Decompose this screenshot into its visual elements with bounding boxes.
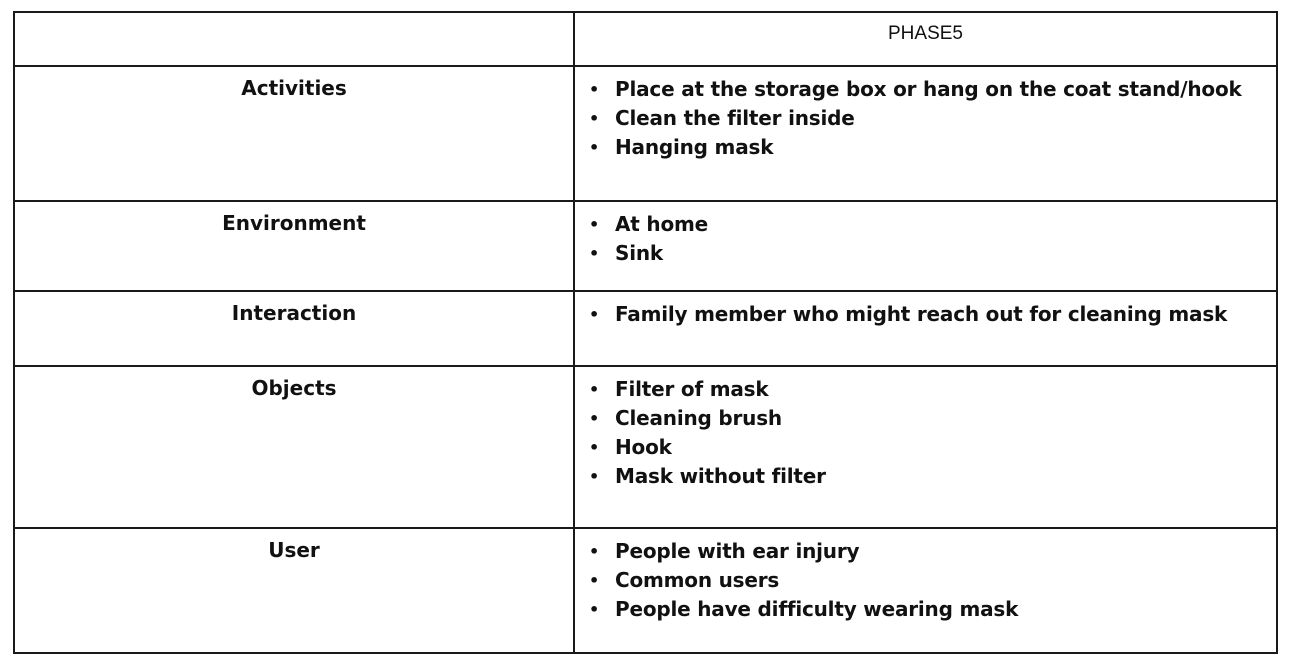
row-label-interaction: Interaction xyxy=(15,292,575,367)
list-item xyxy=(585,462,1268,491)
list-item xyxy=(585,537,1268,566)
list-item xyxy=(585,300,1268,329)
header-empty-cell xyxy=(15,13,575,67)
list-item xyxy=(585,239,1268,268)
bullet-icon: • xyxy=(589,380,600,399)
list-item xyxy=(585,133,1268,162)
row-values-objects xyxy=(575,367,1276,529)
row-values-interaction xyxy=(575,292,1276,367)
bullet-icon: • xyxy=(589,438,600,457)
bullet-icon: • xyxy=(589,571,600,590)
bullet-list xyxy=(585,75,1268,162)
bullet-icon: • xyxy=(589,600,600,619)
bullet-list xyxy=(585,210,1268,268)
row-values-activities xyxy=(575,67,1276,202)
list-item-text: At home xyxy=(615,212,708,236)
list-item xyxy=(585,375,1268,404)
bullet-icon: • xyxy=(589,109,600,128)
list-item xyxy=(585,75,1268,104)
list-item-text: Family member who might reach out for cleaning mask xyxy=(615,302,1228,326)
bullet-list xyxy=(585,300,1268,329)
list-item-text: People have difficulty wearing mask xyxy=(615,597,1019,621)
list-item-text: People with ear injury xyxy=(615,539,860,563)
list-item-text: Clean the filter inside xyxy=(615,106,855,130)
row-label-objects: Objects xyxy=(15,367,575,529)
list-item xyxy=(585,566,1268,595)
phase-table xyxy=(13,11,1278,654)
list-item-text: Sink xyxy=(615,241,663,265)
header-phase-cell: PHASE5 xyxy=(575,13,1276,67)
row-label-environment: Environment xyxy=(15,202,575,292)
bullet-icon: • xyxy=(589,80,600,99)
list-item-text: Filter of mask xyxy=(615,377,769,401)
bullet-icon: • xyxy=(589,542,600,561)
row-label-activities: Activities xyxy=(15,67,575,202)
list-item-text: Mask without filter xyxy=(615,464,826,488)
row-label-user: User xyxy=(15,529,575,652)
bullet-icon: • xyxy=(589,138,600,157)
bullet-list xyxy=(585,375,1268,491)
list-item xyxy=(585,595,1268,624)
list-item-text: Hook xyxy=(615,435,672,459)
list-item-text: Place at the storage box or hang on the coat stand/hook xyxy=(615,77,1242,101)
row-values-environment xyxy=(575,202,1276,292)
row-values-user xyxy=(575,529,1276,652)
bullet-icon: • xyxy=(589,467,600,486)
list-item xyxy=(585,433,1268,462)
list-item-text: Common users xyxy=(615,568,780,592)
list-item-text: Cleaning brush xyxy=(615,406,782,430)
list-item xyxy=(585,404,1268,433)
bullet-icon: • xyxy=(589,409,600,428)
list-item xyxy=(585,104,1268,133)
bullet-icon: • xyxy=(589,244,600,263)
bullet-icon: • xyxy=(589,215,600,234)
bullet-list xyxy=(585,537,1268,624)
list-item xyxy=(585,210,1268,239)
list-item-text: Hanging mask xyxy=(615,135,774,159)
bullet-icon: • xyxy=(589,305,600,324)
